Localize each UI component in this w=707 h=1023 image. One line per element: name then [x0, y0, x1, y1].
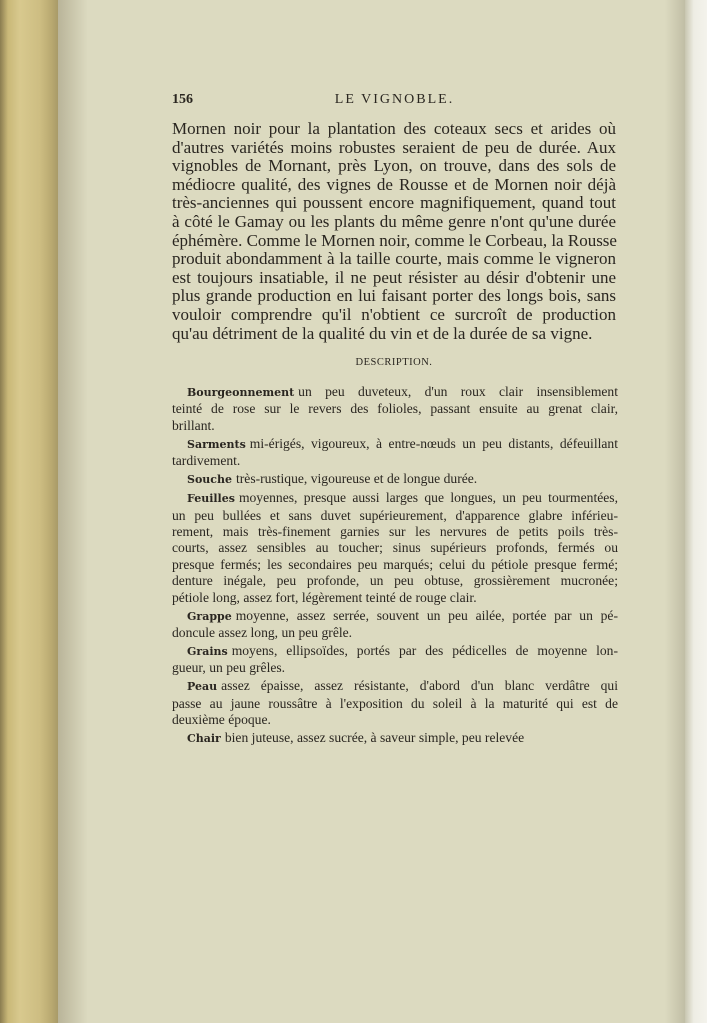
text-line [172, 557, 618, 573]
text-line [172, 608, 618, 625]
description-paragraph [172, 436, 618, 470]
line-text: passe au jaune roussâtre à l'exposition du soleil à la maturité qui est de [172, 695, 618, 711]
line-text: bien juteuse, assez sucrée, à saveur simple, peu relevée [224, 730, 525, 746]
text-line [172, 508, 618, 524]
description-term: Peau [187, 680, 218, 694]
text-line [172, 696, 618, 712]
text-line [172, 590, 618, 606]
text-line: d'autres variétés moins robustes seraient de peu de durée. Aux [172, 137, 616, 157]
text-line: éphémère. Comme le Mornen noir, comme le Corbeau, la Rousse [172, 230, 617, 250]
line-text: un peu bullées et sans duvet supérieurement, d'apparence glabre inférieu- [172, 507, 618, 523]
text-line [172, 643, 618, 660]
page-header [172, 92, 617, 110]
text-line [172, 540, 618, 556]
line-text: moyens, ellipsoïdes, portés par des pédicelles de moyenne lon- [231, 643, 618, 659]
text-line: produit abondamment à la taille courte, mais comme le vigneron [172, 249, 616, 269]
line-text: brillant. [172, 417, 215, 433]
text-line: qu'au détriment de la qualité du vin et de la durée de sa vigne. [172, 323, 593, 343]
line-text: denture inégale, peu profonde, un peu obtuse, grossièrement mucronée; [172, 573, 618, 589]
text-line [172, 678, 618, 695]
description-term: Grains [187, 645, 228, 659]
description-term: Souche [187, 473, 232, 487]
text-line: très-anciennes qui poussent encore magnifiquement, quand tout [172, 193, 616, 213]
text-line: est toujours insatiable, il ne peut résister au désir d'obtenir une [172, 267, 616, 287]
text-line [172, 625, 618, 641]
description-term: Sarments [187, 437, 246, 451]
description-paragraph [172, 730, 618, 747]
text-line: vouloir comprendre qu'il n'obtient ce surcroît de production [172, 304, 616, 324]
text-line [172, 490, 618, 507]
text-line: médiocre qualité, des vignes de Rousse et de Mornen noir déjà [172, 174, 616, 194]
running-title: LE VIGNOBLE. [334, 92, 455, 107]
line-text: gueur, un peu grêles. [172, 660, 286, 676]
text-line [172, 418, 618, 434]
section-title: DESCRIPTION. [355, 357, 433, 368]
description-paragraph [172, 471, 618, 488]
text-line [172, 660, 618, 676]
line-text: deuxième époque. [172, 712, 271, 728]
page-number: 156 [172, 92, 193, 107]
line-text: pétiole long, assez fort, légèrement teinté de rouge clair. [172, 589, 477, 605]
description-paragraph [172, 384, 618, 434]
line-text: courts, assez sensibles au toucher; sinus supérieurs profonds, fermés ou [172, 540, 618, 556]
description-paragraph [172, 608, 618, 642]
text-line: à côté le Gamay ou les plants du même genre n'ont qu'une durée [172, 211, 616, 231]
line-text: rement, mais très-finement garnies sur les nervures de petits poils très- [172, 524, 618, 540]
text-line [172, 471, 618, 488]
description-section [172, 384, 618, 749]
text-line [172, 384, 618, 401]
description-paragraph [172, 490, 618, 606]
description-paragraph [172, 678, 618, 728]
description-paragraph [172, 643, 618, 677]
line-text: très-rustique, vigoureuse et de longue durée. [235, 471, 478, 487]
text-line: vignobles de Mornant, près Lyon, on trouve, dans des sols de [172, 156, 616, 176]
body-text [172, 120, 616, 343]
text-line [172, 573, 618, 589]
text-line [172, 712, 618, 728]
text-line [172, 453, 618, 469]
line-text: tardivement. [172, 453, 241, 469]
line-text: moyennes, presque aussi larges que longues, un peu tourmentées, [238, 490, 618, 506]
description-term: Feuilles [187, 492, 235, 506]
description-term: Chair [187, 732, 221, 746]
line-text: mi-érigés, vigoureux, à entre-nœuds un peu distants, défeuillant [249, 435, 618, 451]
description-term: Bourgeonnement [187, 386, 295, 399]
line-text: doncule assez long, un peu grêle. [172, 625, 353, 641]
line-text: moyenne, assez serrée, souvent un peu ailée, portée par un pé- [235, 607, 618, 623]
text-line [172, 524, 618, 540]
description-term: Grappe [187, 609, 232, 623]
line-text: un peu duveteux, d'un roux clair insensiblement [298, 384, 618, 399]
text-line: Mornen noir pour la plantation des coteaux secs et arides où [172, 119, 616, 138]
text-line [172, 436, 618, 453]
text-line [172, 401, 618, 417]
text-line [172, 730, 618, 747]
line-text: teinté de rose sur le revers des folioles, passant ensuite au grenat clair, [172, 401, 618, 417]
line-text: assez épaisse, assez résistante, d'abord d'un blanc verdâtre qui [221, 678, 618, 694]
text-line: plus grande production en lui faisant porter des longs bois, sans [172, 286, 616, 306]
line-text: presque fermés; les secondaires peu marqués; celui du pétiole presque fermé; [172, 556, 618, 572]
